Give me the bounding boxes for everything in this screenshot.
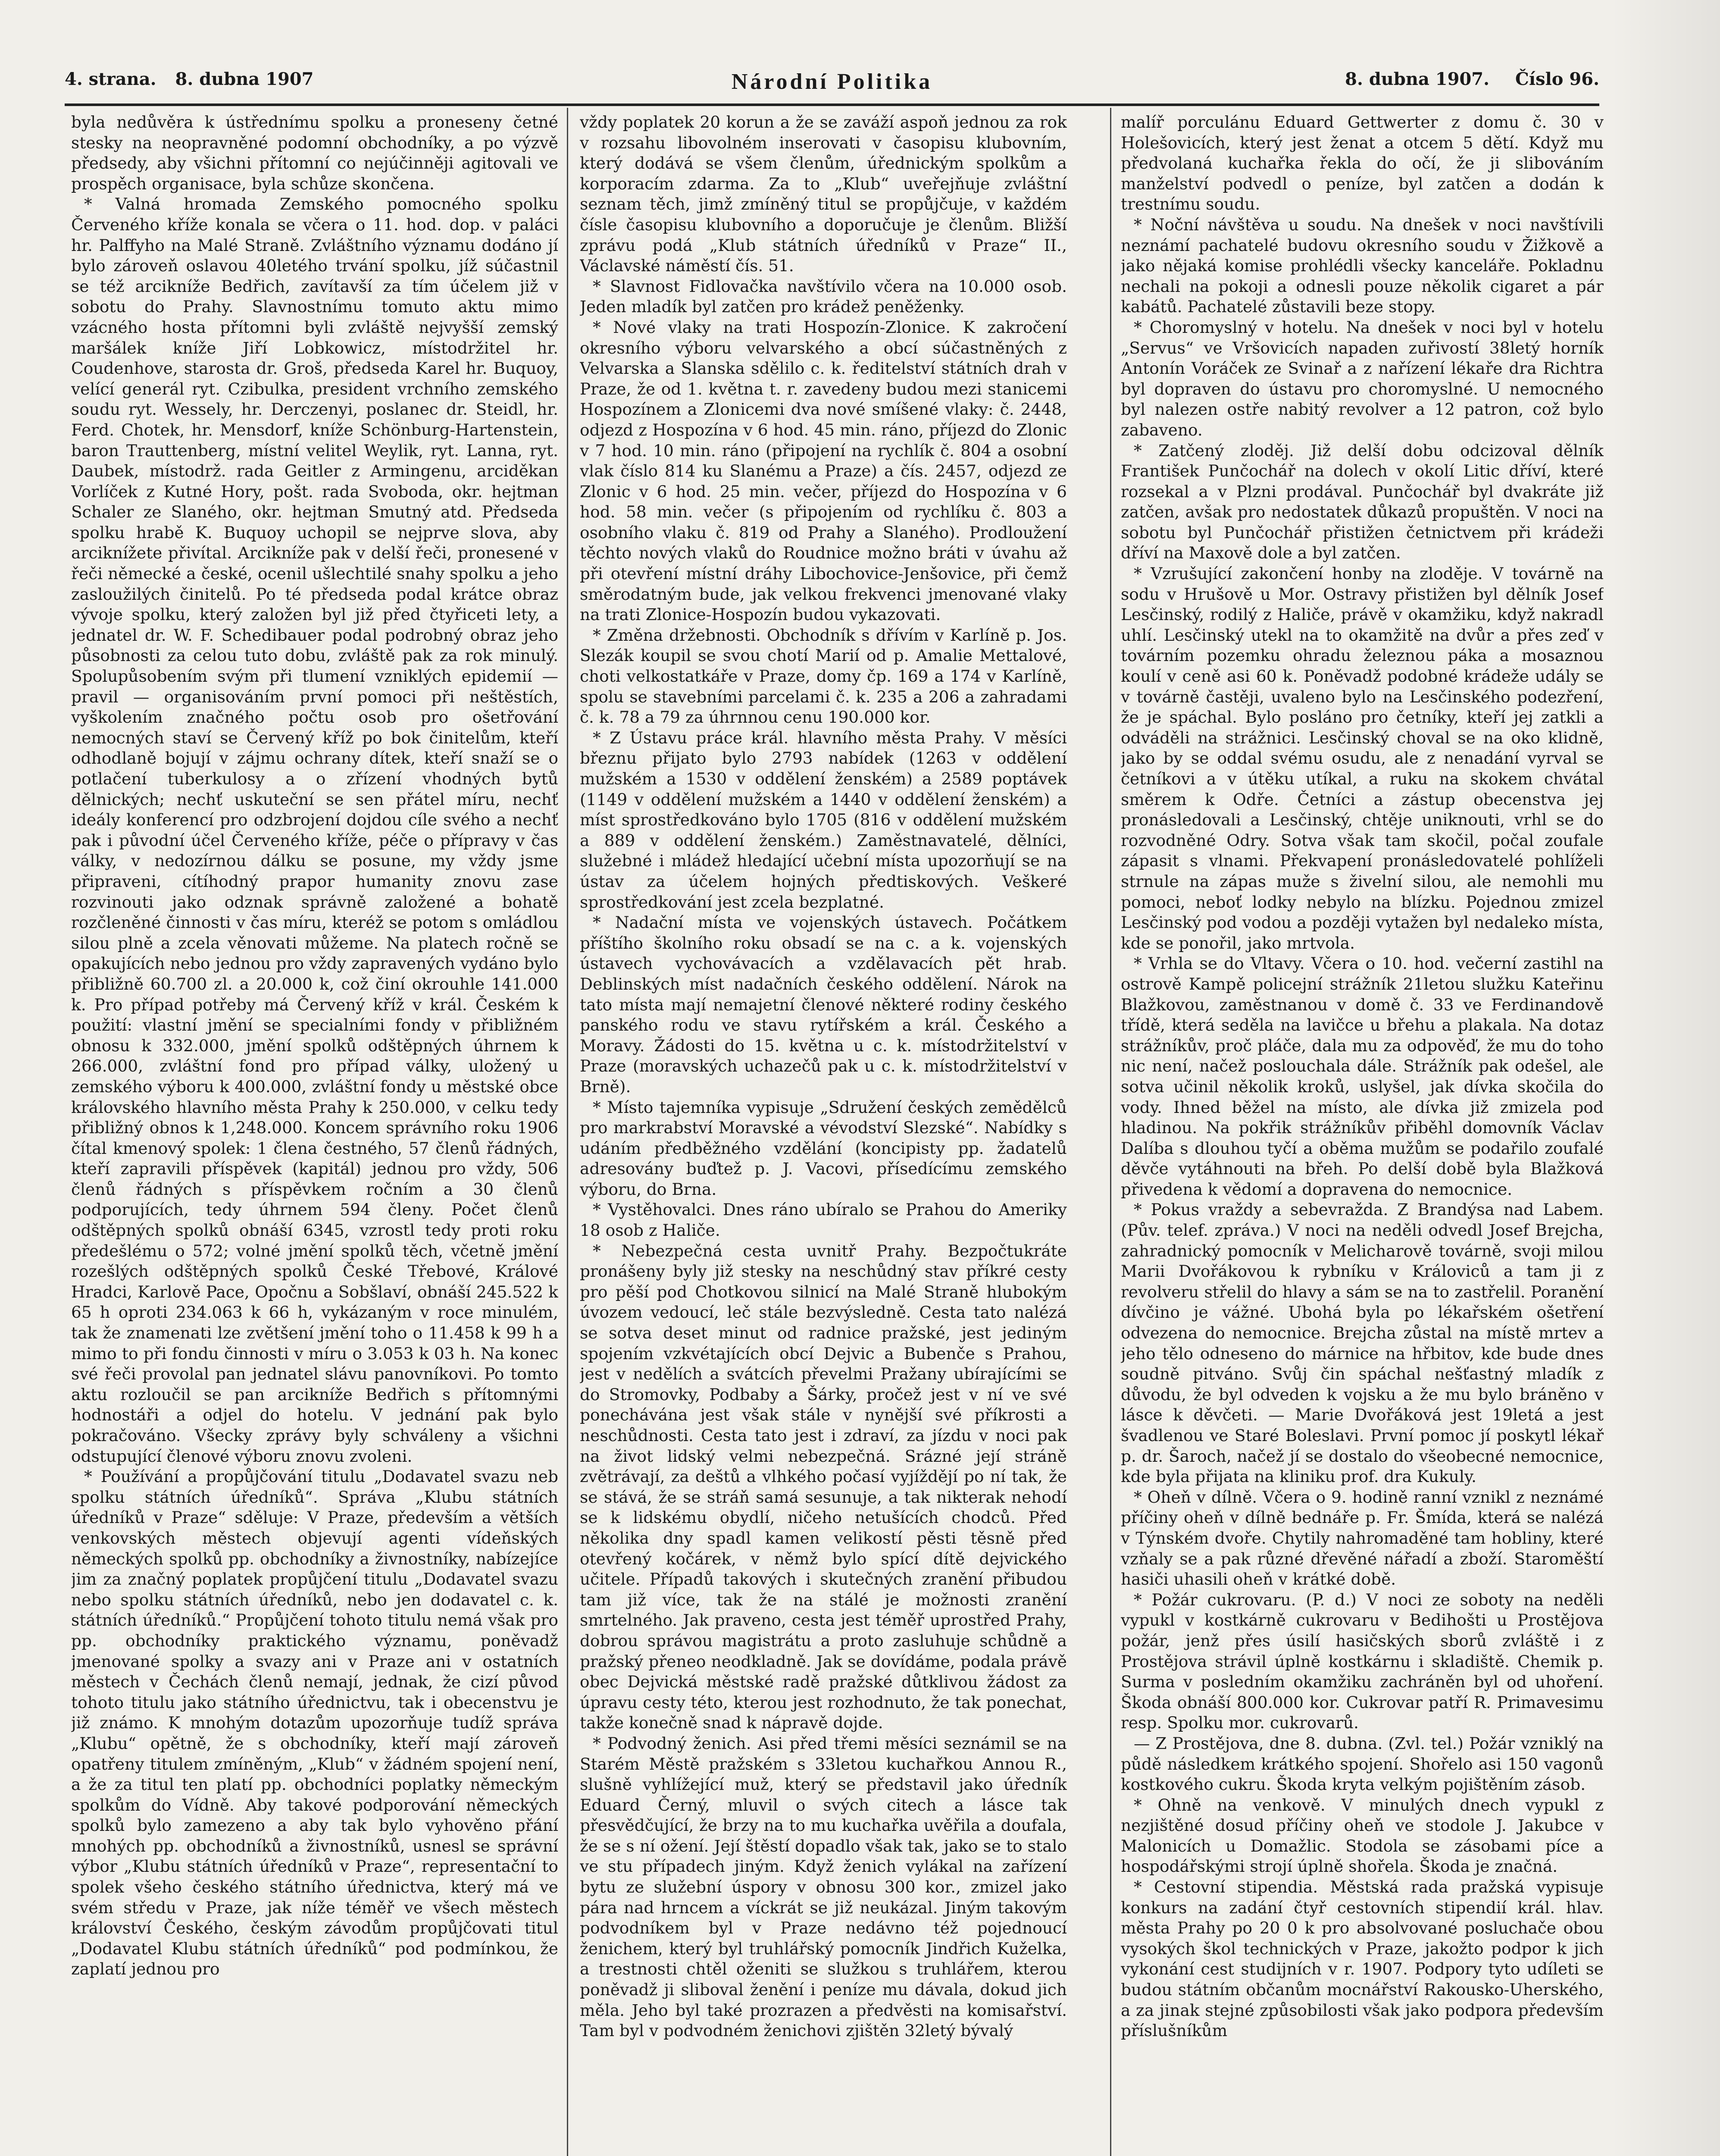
article-paragraph: malíř porculánu Eduard Gettwerter z domu č. 30 v Holešovicích, který jest ženat a otcem 5 dětí. Když mu předvolaná kuchařka řekla do očí, že ji slibováním manželství podvedl o peníze, byl zatčen a dodán k trestnímu soudu. [1121,113,1604,214]
article-paragraph: * Vrhla se do Vltavy. Včera o 10. hod. večerní zastihl na ostrově Kampě policejní strážník 21letou služku Kateřinu Blažkovou, zaměstnanou v domě č. 33 ve Ferdinandově třídě, která seděla na lavičce u břehu a plakala. Na dotaz strážníkův, proč pláče, dala mu za odpověď, že mu do toho nic není, načež poslouchala dále. Strážník pak odešel, ale sotva učinil několik kroků, uslyšel, jak dívka skočila do vody. Ihned běžel na místo, ale dívka již zmizela pod hladinou. Na pokřik strážníkův přiběhl domovník Václav Dalíba s dlouhou tyčí a oběma mužům se podařilo zoufalé děvče vytáhnouti na břeh. Po delší době byla Blažková přivedena k vědomí a dopravena do nemocnice. [1121,954,1604,1199]
masthead [65,69,1599,99]
article-paragraph: * Místo tajemníka vypisuje „Sdružení českých zemědělců pro markrabství Moravské a vévodství Slezské“. Nabídky s udáním předběžného vzdělání (koncipisty pp. žadatelů adresovány buďtež p. J. Vacovi, přísedícímu zemského výboru, do Brna. [580,1097,1067,1199]
column-divider [567,108,568,2156]
date-left: 8. dubna 1907 [175,69,314,89]
paper-title: Národní Politika [731,69,933,94]
article-paragraph: * Z Ústavu práce král. hlavního města Prahy. V měsíci březnu přijato bylo 2793 nabídek (1263 v oddělení mužském a 1530 v oddělení ženském) a 2589 poptávek (1149 v oddělení mužském a 1440 v oddělení ženském) a míst sprostředkováno bylo 1705 (816 v oddělení mužském a 889 v oddělení ženském.) Zaměstnavatelé, dělníci, služebné i mládež hledající učební místa upozorňují se na ústav za účelem hojných předtiskových. Veškeré sprostředkování jest zcela bezplatné. [580,728,1067,912]
article-paragraph: * Podvodný ženich. Asi před třemi měsíci seznámil se na Starém Městě pražském s 33letou kuchařkou Annou R., slušně vyhlížející muž, který se představil jako úředník Eduard Černý, mluvil o svých citech a lásce tak přesvědčující, že brzy na to mu kuchařka uvěřila a doufala, že se s ní ožení. Její štěstí dopadlo však tak, jako se to stalo ve stu případech jiným. Když ženich vylákal na zařízení bytu ze služební úspory v obnosu 300 kor., zmizel jako pára nad hrncem a víckrát se již neukázal. Jiným takovým podvodníkem byl v Praze nedávno též pojednoucí ženichem, který byl truhlářský pomocník Jindřich Kuželka, a trestnosti chtěl oženiti se služkou s truhlářem, kterou poněvadž ji sliboval ženění i peníze mu dávala, dokud jich měla. Jeho byl také prozrazen a předvěsti na komisařství. Tam byl v podvodném ženichovi zjištěn 32letý bývalý [580,1733,1067,2040]
date-right: 8. dubna 1907. [1345,69,1490,89]
article-paragraph: * Zatčený zloděj. Již delší dobu odcizoval dělník František Punčochář na dolech v okolí Litic dříví, které rozsekal a v Plzni prodával. Punčochář byl dvakráte již zatčen, avšak pro nedostatek důkazů propuštěn. V noci na sobotu byl Punčochář přistižen četnictvem při krádeži dříví na Maxově dole a byl zatčen. [1121,441,1604,563]
article-paragraph: * Noční návštěva u soudu. Na dnešek v noci navštívili neznámí pachatelé budovu okresního soudu v Žižkově a jako nějaká komise prohlédli všecky kanceláře. Pokladnu nechali na pokoji a odnesli pouze několik cigaret a pár kabátů. Pachatelé zůstavili beze stopy. [1121,215,1604,317]
header-rule [65,103,1599,106]
article-paragraph: * Oheň v dílně. Včera o 9. hodině ranní vznikl z neznámé příčiny oheň v dílně bednáře p. Fr. Šmída, která se nalézá v Týnském dvoře. Chytily nahromaděné tam hobliny, které vzňaly se a pak různé dřevěné nářadí a zboží. Staroměští hasiči uhasili oheň v krátké době. [1121,1487,1604,1589]
article-paragraph: * Vystěhovalci. Dnes ráno ubíralo se Prahou do Ameriky 18 osob z Haliče. [580,1200,1067,1240]
article-paragraph: * Nebezpečná cesta uvnitř Prahy. Bezpočtukráte pronášeny byly již stesky na neschůdný stav příkré cesty pro pěší pod Chotkovou silnicí na Malé Straně hlubokým úvozem vedoucí, leč stále bezvýsledně. Cesta tato nalézá se sotva deset minut od radnice pražské, jest jediným spojením vzkvétajících obcí Dejvic a Bubenče s Prahou, jest v nedělích a svátcích převelmi Pražany ubírajícími se do Stromovky, Podbaby a Šárky, pročež jest v ní ve své ponechávána jest však stále v nynější své příkrosti a neschůdnosti. Cesta tato jest i zdraví, za jízdu v noci pak na život lidský velmi nebezpečná. Srázné její stráně zvětrávají, za deštů a vlhkého počasí vyjíždějí po ní tak, že se stává, že se stráň samá sesunuje, a tak nikterak nehodí se k lidskému obydlí, ničeho netušících chodců. Před několika dny spadl kamen velikostí pěsti těsně před otevřený kočárek, v němž bylo spící dítě dejvického učitele. Případů takových i skutečných zranění přibudou tam již více, tak že na stálé je možnosti zranění smrtelného. Jak praveno, cesta jest téměř uprostřed Prahy, dobrou správou magistrátu a proto zasluhuje schůdně a pražský přeneo neodkladně. Jak se dovídáme, podala právě obec Dejvická městské radě pražské důtklivou žádost za úpravu cesty této, kterou jest rozhodnuto, že tak ponechat, takže konečně snad k nápravě dojde. [580,1241,1067,1733]
article-paragraph: * Slavnost Fidlovačka navštívilo včera na 10.000 osob. Jeden mladík byl zatčen pro krádež peněženky. [580,276,1067,317]
article-paragraph: byla nedůvěra k ústřednímu spolku a proneseny četné stesky na neopravněné podomní obchodníky, a po výzvě předsedy, aby všichni přítomní co nejúčinněji agitovali ve prospěch organisace, byla schůze skončena. [71,113,558,193]
article-paragraph: — Z Prostějova, dne 8. dubna. (Zvl. tel.) Požár vzniklý na půdě následkem krátkého spojení. Shořelo asi 150 vagonů kostkového cukru. Škoda kryta velkým pojištěním zásob. [1121,1733,1604,1794]
header-right [1345,69,1599,89]
article-paragraph: * Nadační místa ve vojenských ústavech. Počátkem příštího školního roku obsadí se na c. a k. vojenských ústavech vychovávacích a vzdělavacích pět hrab. Deblinských míst nadačních českého oddělení. Nárok na tato místa mají nemajetní členové některé rodiny českého panského rodu ve stavu rytířském a král. Českého a Moravy. Žádosti do 15. května u c. k. místodržitelství v Praze (moravských uchazečů pak u c. k. místodržitelství v Brně). [580,913,1067,1096]
column-3 [1121,112,1604,2156]
issue-number: Číslo 96. [1515,69,1599,89]
column-1 [71,112,558,2156]
page-label: 4. strana. [65,69,156,89]
column-divider [1110,108,1111,2156]
article-paragraph: * Požár cukrovaru. (P. d.) V noci ze soboty na neděli vypukl v kostkárně cukrovaru v Bedihošti u Prostějova požár, jenž přes úsilí hasičských sborů zvláště i z Prostějova strávil úplně kostkárnu i skladiště. Chemik p. Surma v posledním okamžiku zachráněn byl od uhoření. Škoda obnáší 800.000 kor. Cukrovar patří R. Primavesimu resp. Spolku mor. cukrovarů. [1121,1590,1604,1733]
article-paragraph: * Ohně na venkově. V minulých dnech vypukl z nezjištěné dosud příčiny oheň ve stodole J. Jakubce v Malonicích u Domažlic. Stodola se zásobami píce a hospodářskými strojí úplně shořela. Škoda je značná. [1121,1795,1604,1876]
page-label-group [65,69,314,89]
page-edge-shadow [1612,0,1720,2156]
article-paragraph: * Choromyslný v hotelu. Na dnešek v noci byl v hotelu „Servus“ ve Vršovicích napaden zuřivostí 38letý horník Antonín Voráček ze Svinař a z nařízení lékaře dra Richtra byl dopraven do ústavu pro choromyslné. U nemocného byl nalezen ostře nabitý revolver a 12 patron, což bylo zabaveno. [1121,317,1604,439]
article-paragraph: * Pokus vraždy a sebevražda. Z Brandýsa nad Labem. (Pův. telef. zpráva.) V noci na neděli odvedl Josef Brejcha, zahradnický pomocník v Melicharově továrně, svoji milou Marii Dvořákovou k rybníku v Královiců a tam ji z revolveru střelil do hlavy a sám se na to zastřelil. Poranění dívčino je vážné. Ubohá byla po lékařském ošetření odvezena do nemocnice. Brejcha zůstal na místě mrtev a jeho tělo odneseno do márnice na hřbitov, kde bude dnes soudně pitváno. Svůj čin spáchal nešťastný mladík z důvodu, že byl odveden k vojsku a že mu bylo bráněno v lásce k děvčeti. — Marie Dvořáková jest 19letá a jest švadlenou ve Staré Boleslavi. První pomoc jí poskytl lékař p. dr. Šaroch, načež jí se dostalo do všeobecné nemocnice, kde byla přijata na kliniku prof. dra Kukuly. [1121,1200,1604,1486]
article-paragraph: * Nové vlaky na trati Hospozín-Zlonice. K zakročení okresního výboru velvarského a obcí súčastněných z Velvarska a Slanska sdělilo c. k. ředitelství státních drah v Praze, že od 1. května t. r. zavedeny budou mezi stanicemi Hospozínem a Zlonicemi dva nové smíšené vlaky: č. 2448, odjezd z Hospozína v 6 hod. 45 min. ráno, příjezd do Zlonic v 7 hod. 10 min. ráno (připojení na rychlík č. 804 a osobní vlak číslo 814 ku Slanému a Praze) a čís. 2457, odjezd ze Zlonic v 6 hod. 25 min. večer, příjezd do Hospozína v 6 hod. 58 min. večer (s připojením od rychlíku č. 803 a osobního vlaku č. 819 od Prahy a Slaného). Prodloužení těchto nových vlaků do Roudnice možno bráti v úvahu až při otevření místní dráhy Libochovice-Jenšovice, při čemž směrodatným bude, jak velkou frekvenci jmenované vlaky na trati Zlonice-Hospozín budou vykazovati. [580,317,1067,624]
article-paragraph: vždy poplatek 20 korun a že se zaváží aspoň jednou za rok v rozsahu libovolném inserovati v časopisu klubovním, který dodává se všem členům, úřednickým spolkům a korporacím zdarma. Za to „Klub“ uveřejňuje zvláštní seznam těch, jimž zmíněný titul se propůjčuje, v každém čísle časopisu klubovního a doporučuje je členům. Bližší zprávu podá „Klub státních úředníků v Praze“ II., Václavské náměstí čís. 51. [580,113,1067,276]
article-paragraph: * Používání a propůjčování titulu „Dodavatel svazu neb spolku státních úředníků“. Správa „Klubu státních úředníků v Praze“ sděluje: V Praze, především a větších venkovských městech objevují agenti vídeňských německých spolků pp. obchodníky a živnostníky, nabízejíce jim za značný poplatek propůjčení titulu „Dodavatel svazu nebo spolku státních úředníků, nebo jen dodavatel c. k. státních úředníků.“ Propůjčení tohoto titulu nemá však pro pp. obchodníky praktického významu, poněvadž jmenované spolky a svazy ani v Praze ani v ostatních městech v Čechách členů nemají, jednak, že cizí původ tohoto titulu jako státního úřednictvu, tak i obecenstvu je již známo. K mnohým dotazům upozorňuje tudíž správa „Klubu“ opětně, že s obchodníky, kteří mají zároveň opatřeny titulem zmíněným, „Klub“ v žádném spojení není, a že za titul ten platí pp. obchodníci poplatky německým spolkům do Vídně. Aby takové podporování německých spolků bylo zamezeno a aby tak bylo vyhověno přání mnohých pp. obchodníků a živnostníků, usnesl se správní výbor „Klubu státních úředníků v Praze“, representační to spolek všeho českého státního úřednictva, který má ve svém středu v Praze, jak níže téměř ve všech městech království Českého, českým závodům propůjčovati titul „Dodavatel Klubu státních úředníků“ pod podmínkou, že zaplatí jednou pro [71,1467,558,1979]
article-paragraph: * Valná hromada Zemského pomocného spolku Červeného kříže konala se včera o 11. hod. dop. v paláci hr. Palffyho na Malé Straně. Zvláštního významu dodáno jí bylo zároveň oslavou 40letého trvání spolku, jíž súčastnil se též arcikníže Bedřich, zavítavší za tím účelem již v sobotu do Prahy. Slavnostnímu tomuto aktu mimo vzácného hosta přítomni byli zvláště nejvyšší zemský maršálek kníže Jiří Lobkowicz, místodržitel hr. Coudenhove, starosta dr. Groš, předseda Karel hr. Buquoy, velící generál ryt. Czibulka, president vrchního zemského soudu ryt. Wessely, hr. Derczenyi, poslanec dr. Steidl, hr. Ferd. Chotek, hr. Mensdorf, kníže Schönburg-Hartenstein, baron Trauttenberg, místní velitel Weylik, ryt. Lanna, ryt. Daubek, místodrž. rada Geitler z Armingenu, arciděkan Vorlíček z Kutné Hory, pošt. rada Svoboda, okr. hejtman Schaler ze Slaného, okr. hejtman Smutný atd. Předseda spolku hrabě K. Buquoy uchopil se nejprve slova, aby arciknížete přivítal. Arcikníže pak v delší řeči, pronesené v řeči německé a české, ocenil ušlechtilé snahy spolku a jeho zasloužilých činitelů. Po té předseda podal krátce obraz vývoje spolku, který založen byl již před čtyřiceti lety, a jednatel dr. W. F. Schedibauer podal podrobný obraz jeho působnosti za celou tuto dobu, zvláště pak za rok minulý. Spolupůsobením svým při tlumení vzniklých epidemií — pravil — organisováním první pomoci při neštěstích, vyškolením značného počtu osob pro ošetřování nemocných staví se Červený kříž po bok činitelům, kteří odhodlaně bojují v zájmu ochrany dítek, kteří snaží se o potlačení tuberkulosy a o zřízení vhodných bytů dělnických; nechť uskuteční se sen přátel míru, nechť ideály konferencí pro odzbrojení dojdou cíle svého a nechť pak i původní účel Červeného kříže, péče o přípravy v čas války, v nedozírnou dálku se posune, my vždy jsme připraveni, cítíhodný prapor humanity znovu zase rozvinouti jako odznak správně založené a bohatě rozčleněné činnosti v čas míru, kteréž se potom s omládlou silou plně a zcela věnovati můžeme. Na platech ročně se opakujících nebo jednou pro vždy zapravených vydáno bylo přibližně 60.700 zl. a 20.000 k, což činí okrouhle 141.000 k. Pro případ potřeby má Červený kříž v král. Českém k použití: vlastní jmění se specialními fondy v přibližném obnosu k 332.000, jmění spolků odštěpných úhrnem k 266.000, zvláštní fond pro případ války, uložený u zemského výboru k 400.000, zvláštní fondy u městské obce královského hlavního města Prahy k 250.000, v celku tedy přibližný obnos k 1,248.000. Koncem správního roku 1906 čítal kmenový spolek: 1 člena čestného, 57 členů řádných, kteří zapravili příspěvek (kapitál) jednou pro vždy, 506 členů řádných s příspěvkem ročním a 30 členů podporujících, tedy úhrnem 594 členy. Počet členů odštěpných spolků obnáší 6345, vzrostl tedy proti roku předešlému o 572; volné jmění spolků těch, včetně jmění rozešlých odštěpných spolků České Třebové, Králové Hradci, Karlově Pace, Opočnu a Sobšlaví, obnáší 245.522 k 65 h oproti 234.063 k 66 h, vykázaným v roce minulém, tak že znamenati lze zvětšení jmění toho o 11.458 k 99 h a mimo to při fondu činnosti v míru o 3.053 k 03 h. Na konec své řeči provolal pan jednatel slávu panovníkovi. Po tomto aktu rozloučil se pan arcikníže Bedřich s přítomnými hodnostáři a odjel do hotelu. V jednání pak bylo pokračováno. Všecky zprávy byly schváleny a všichni odstupující členové výboru znovu zvoleni. [71,194,558,1466]
article-paragraph: * Cestovní stipendia. Městská rada pražská vypisuje konkurs na zadání čtyř cestovních stipendií král. hlav. města Prahy po 20 0 k pro absolvované posluchače obou vysokých škol technických v Praze, jakožto podpor k jich vykonání cest studijních v r. 1907. Podpory tyto udíleti se budou státním občanům mocnářství Rakousko-Uherského, a za jinak stejné způsobilosti však jako podpora především příslušníkům [1121,1877,1604,2040]
column-2 [580,112,1067,2156]
article-paragraph: * Změna držebnosti. Obchodník s dřívím v Karlíně p. Jos. Slezák koupil se svou chotí Marií od p. Amalie Mettalové, choti velkostatkáře v Praze, domy čp. 169 a 174 v Karlíně, spolu se stavebními parcelami č. k. 235 a 206 a zahradami č. k. 78 a 79 za úhrnnou cenu 190.000 kor. [580,625,1067,727]
article-paragraph: * Vzrušující zakončení honby na zloděje. V továrně na sodu v Hrušově u Mor. Ostravy přistižen byl dělník Josef Lesčinský, rodilý z Haliče, právě v okamžiku, když nakradl uhlí. Lesčinský utekl na to okamžitě na dvůr a přes zeď v továrním pozemku ohradu železnou páka a mosaznou koulí v ceně asi 60 k. Poněvadž podobné krádeže udály se v továrně častěji, uvaleno bylo na Lesčinského podezření, že je spáchal. Bylo posláno pro četníky, kteří jej zatkli a odváděli na strážnici. Lesčinský choval se na oko klidně, jako by se oddal svému osudu, ale z nenadání vyrval se četníkovi a v útěku utíkal, a ruku na skokem chvátal směrem k Odře. Četníci a zástup obecenstva jej pronásledovali a Lesčinský, chtěje uniknouti, vrhl se do rozvodněné Odry. Sotva však tam skočil, počal zoufale zápasit s vlnami. Překvapení pronásledovatelé pohlíželi strnule na zápas muže s živelní silou, ale nemohli mu pomoci, neboť lodky nebylo na blízku. Pojednou zmizel Lesčinský pod vodou a později vytažen byl nedaleko místa, kde se ponořil, jako mrtvola. [1121,564,1604,953]
